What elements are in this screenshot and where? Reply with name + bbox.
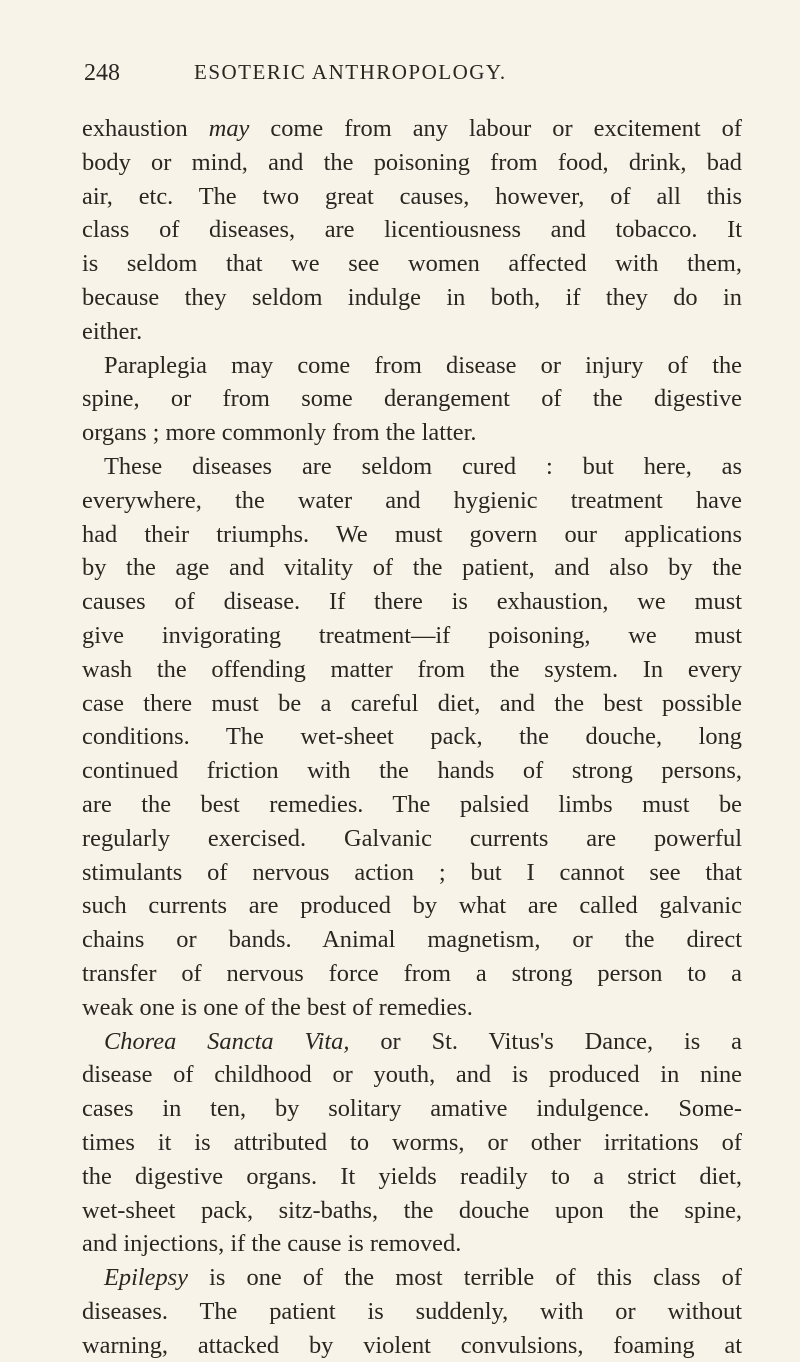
text-line: [82, 112, 742, 146]
text-segment: case there must be a careful diet, and the best possible: [82, 689, 742, 717]
text-line: [82, 180, 742, 214]
body-text: [82, 112, 742, 1362]
text-segment: spine, or from some derangement of the digestive: [82, 385, 742, 413]
text-line: [82, 1329, 742, 1362]
text-line: [82, 754, 742, 788]
running-title: ESOTERIC ANTHROPOLOGY.: [194, 60, 507, 84]
text-segment: class of diseases, are licentiousness and tobacco. It: [82, 216, 742, 244]
text-segment: had their triumphs. We must govern our applications: [82, 520, 742, 548]
text-line: [82, 687, 742, 721]
text-segment: regularly exercised. Galvanic currents are powerful: [82, 824, 742, 852]
text-line: [82, 991, 742, 1025]
text-line: [82, 484, 742, 518]
text-segment: These diseases are seldom cured : but here, as: [104, 452, 742, 480]
text-segment: by the age and vitality of the patient, and also by the: [82, 554, 742, 582]
text-line: [82, 1261, 742, 1295]
text-segment: is one of the most terrible of this class of: [188, 1264, 742, 1292]
text-line: [82, 416, 742, 450]
text-line: [82, 923, 742, 957]
italic-term: Epilepsy: [104, 1264, 188, 1292]
text-line: [82, 315, 742, 349]
page-number: 248: [84, 60, 120, 86]
text-segment: conditions. The wet-sheet pack, the douche, long: [82, 723, 742, 751]
text-line: [82, 1295, 742, 1329]
text-segment: transfer of nervous force from a strong person to a: [82, 959, 742, 987]
text-line: [82, 281, 742, 315]
text-line: [82, 653, 742, 687]
text-segment: air, etc. The two great causes, however, of all this: [82, 182, 742, 210]
text-segment: weak one is one of the best of remedies.: [82, 993, 473, 1021]
text-line: [82, 585, 742, 619]
text-segment: chains or bands. Animal magnetism, or the direct: [82, 926, 742, 954]
text-segment: Paraplegia may come from disease or injury of the: [104, 351, 742, 379]
text-segment: and injections, if the cause is removed.: [82, 1230, 462, 1258]
text-line: [82, 788, 742, 822]
text-line: [82, 619, 742, 653]
text-line: [82, 889, 742, 923]
text-line: [82, 518, 742, 552]
text-segment: are the best remedies. The palsied limbs must be: [82, 790, 742, 818]
text-segment: give invigorating treatment—if poisoning, we must: [82, 621, 742, 649]
text-line: [82, 856, 742, 890]
text-line: [82, 146, 742, 180]
text-line: [82, 382, 742, 416]
text-line: [82, 213, 742, 247]
text-segment: everywhere, the water and hygienic treatment have: [82, 486, 742, 514]
text-segment: either.: [82, 317, 143, 345]
text-segment: come from any labour or excitement of: [249, 115, 742, 142]
text-line: [82, 1025, 742, 1059]
text-segment: organs ; more commonly from the latter.: [82, 419, 477, 447]
text-segment: stimulants of nervous action ; but I cannot see that: [82, 858, 742, 886]
text-segment: diseases. The patient is suddenly, with or without: [82, 1297, 742, 1325]
text-segment: the digestive organs. It yields readily to a strict diet,: [82, 1162, 742, 1190]
italic-term: Chorea Sancta Vita,: [104, 1027, 350, 1055]
text-segment: times it is attributed to worms, or other irritations of: [82, 1128, 742, 1156]
text-segment: continued friction with the hands of strong persons,: [82, 757, 742, 785]
page-header: [84, 60, 740, 90]
text-segment: wash the offending matter from the system. In every: [82, 655, 742, 683]
text-line: [82, 247, 742, 281]
text-segment: warning, attacked by violent convulsions, foaming at: [82, 1331, 742, 1359]
text-segment: exhaustion: [82, 115, 209, 142]
text-line: [82, 1126, 742, 1160]
italic-term: may: [208, 115, 250, 142]
text-line: [82, 1092, 742, 1126]
text-line: [82, 1058, 742, 1092]
text-line: [82, 1227, 742, 1261]
text-segment: wet-sheet pack, sitz-baths, the douche upon the spine,: [82, 1196, 742, 1224]
text-line: [82, 720, 742, 754]
text-line: [82, 349, 742, 383]
text-line: [82, 450, 742, 484]
text-segment: causes of disease. If there is exhaustion, we must: [82, 588, 742, 616]
text-segment: because they seldom indulge in both, if they do in: [82, 283, 742, 311]
text-segment: such currents are produced by what are called galvanic: [82, 892, 742, 920]
text-line: [82, 1194, 742, 1228]
text-segment: disease of childhood or youth, and is produced in nine: [82, 1061, 742, 1089]
text-segment: body or mind, and the poisoning from food, drink, bad: [82, 148, 742, 176]
text-line: [82, 551, 742, 585]
text-segment: cases in ten, by solitary amative indulgence. Some-: [82, 1095, 742, 1123]
text-segment: is seldom that we see women affected with them,: [82, 250, 742, 278]
text-line: [82, 822, 742, 856]
text-line: [82, 1160, 742, 1194]
text-line: [82, 957, 742, 991]
text-segment: or St. Vitus's Dance, is a: [349, 1027, 742, 1055]
